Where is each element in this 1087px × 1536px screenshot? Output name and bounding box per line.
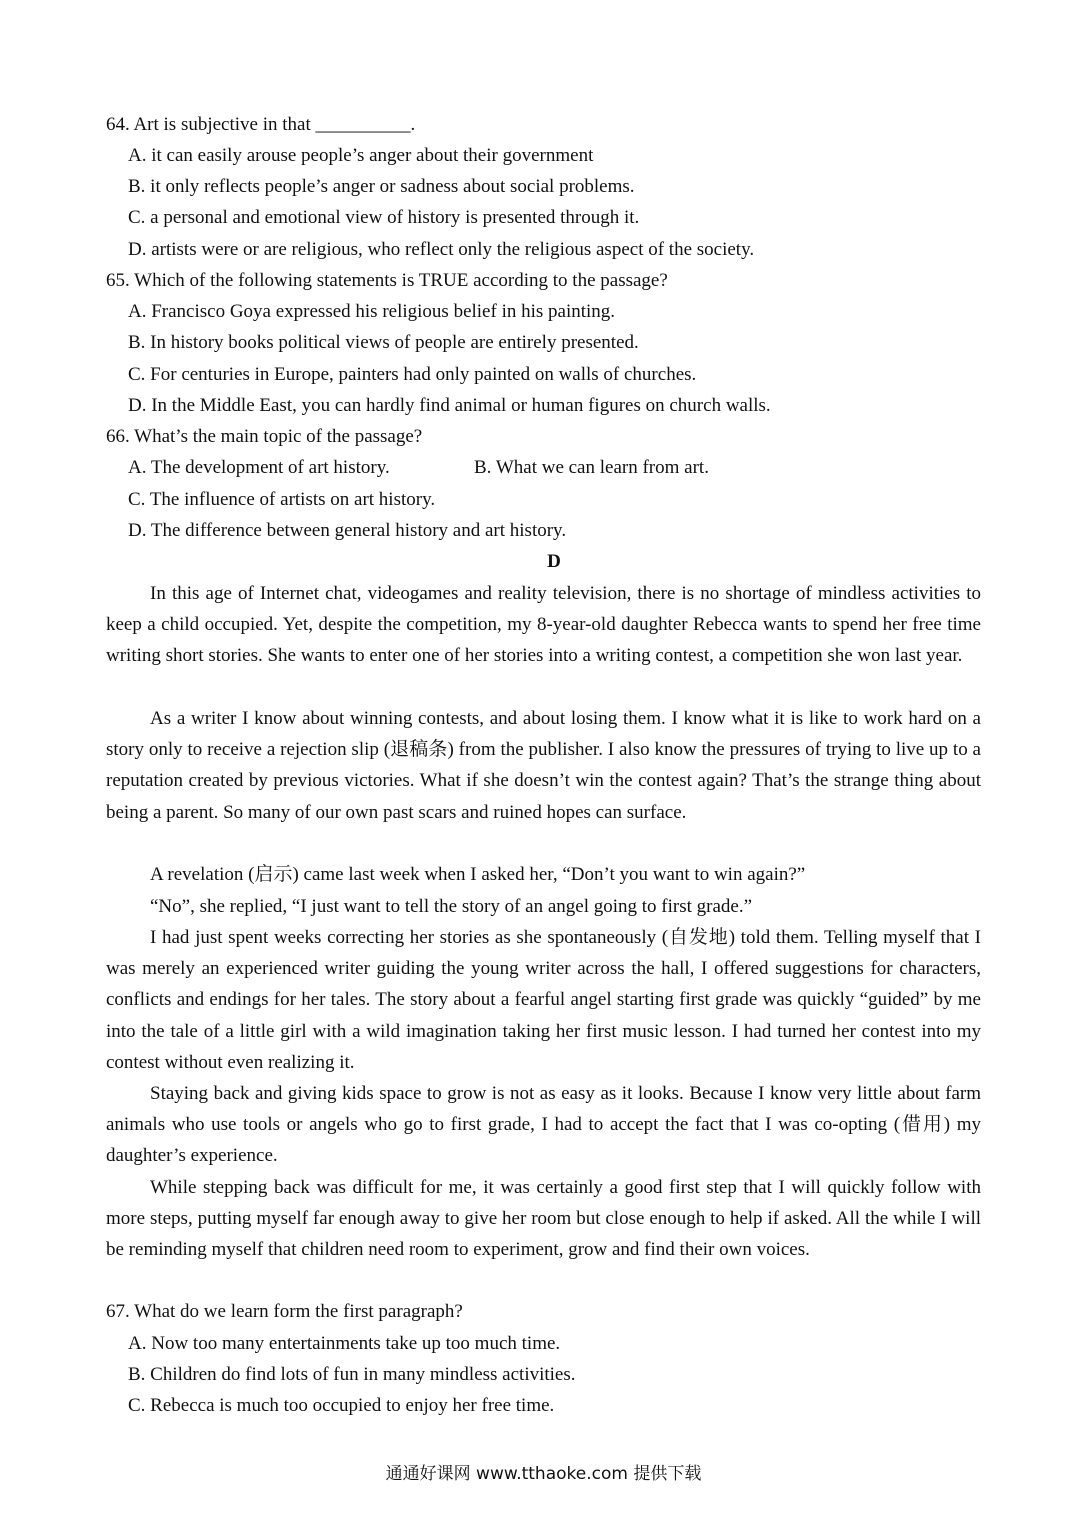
passage-paragraph-7: While stepping back was difficult for me, it was certainly a good first step that I will quickly follow with more steps, putting myself far enough away to give her room but close enough to help if asked. All the while I will be reminding myself that children need room to experiment, grow and find their own voices. xyxy=(106,1177,981,1261)
question-67-option-c: C. Rebecca is much too occupied to enjoy her free time. xyxy=(128,1395,555,1416)
page-footer: 通通好课网 www.tthaoke.com 提供下载 xyxy=(385,1464,702,1484)
question-64-stem: 64. Art is subjective in that __________. xyxy=(106,114,416,135)
question-64-option-b: B. it only reflects people’s anger or sadness about social problems. xyxy=(128,176,635,197)
question-66-option-d: D. The difference between general history and art history. xyxy=(128,520,567,541)
question-65-option-a: A. Francisco Goya expressed his religious belief in his painting. xyxy=(128,301,616,322)
question-65-stem: 65. Which of the following statements is TRUE according to the passage? xyxy=(106,270,668,291)
passage-paragraph-2: As a writer I know about winning contests, and about losing them. I know what it is like to work hard on a story only to receive a rejection slip (退稿条) from the publisher. I also know the pressures of trying to live up to a reputation created by previous victories. What if she doesn’t win the contest again? That’s the strange thing about being a parent. So many of our own past scars and ruined hopes can surface. xyxy=(106,708,981,823)
question-67-stem: 67. What do we learn form the first paragraph? xyxy=(106,1301,463,1322)
question-64-option-a: A. it can easily arouse people’s anger about their government xyxy=(128,145,594,166)
question-66-stem: 66. What’s the main topic of the passage? xyxy=(106,426,423,447)
passage-paragraph-6: Staying back and giving kids space to grow is not as easy as it looks. Because I know very little about farm animals who use tools or angels who go to first grade, I had to accept the fact that I was co-opting (借用) my daughter’s experience. xyxy=(106,1083,981,1167)
question-66-option-c: C. The influence of artists on art history. xyxy=(128,489,436,510)
question-66-option-b: B. What we can learn from art. xyxy=(474,457,709,478)
question-64-option-c: C. a personal and emotional view of history is presented through it. xyxy=(128,207,640,228)
question-65-option-c: C. For centuries in Europe, painters had only painted on walls of churches. xyxy=(128,364,697,385)
passage-paragraph-5: I had just spent weeks correcting her stories as she spontaneously (自发地) told them. Telling myself that I was merely an experienced writer guiding the young writer across the hall, I offered suggestions for characters, conflicts and endings for her tales. The story about a fearful angel starting first grade was quickly “guided” by me into the tale of a little girl with a wild imagination taking her first music lesson. I had turned her contest into my contest without even realizing it. xyxy=(106,927,981,1073)
passage-paragraph-3: A revelation (启示) came last week when I asked her, “Don’t you want to win again?” xyxy=(150,864,806,885)
question-65-option-b: B. In history books political views of people are entirely presented. xyxy=(128,332,639,353)
question-66-option-a: A. The development of art history. xyxy=(128,457,390,478)
question-67-option-b: B. Children do find lots of fun in many mindless activities. xyxy=(128,1364,576,1385)
question-65-option-d: D. In the Middle East, you can hardly find animal or human figures on church walls. xyxy=(128,395,771,416)
section-heading: D xyxy=(547,551,561,572)
passage-paragraph-1: In this age of Internet chat, videogames and reality television, there is no shortage of mindless activities to keep a child occupied. Yet, despite the competition, my 8-year-old daughter Rebecca wants to spend her free time writing short stories. She wants to enter one of her stories into a writing contest, a competition she won last year. xyxy=(106,583,981,667)
question-67-option-a: A. Now too many entertainments take up too much time. xyxy=(128,1333,561,1354)
question-64-option-d: D. artists were or are religious, who reflect only the religious aspect of the society. xyxy=(128,239,755,260)
passage-paragraph-4: “No”, she replied, “I just want to tell the story of an angel going to first grade.” xyxy=(150,896,753,917)
